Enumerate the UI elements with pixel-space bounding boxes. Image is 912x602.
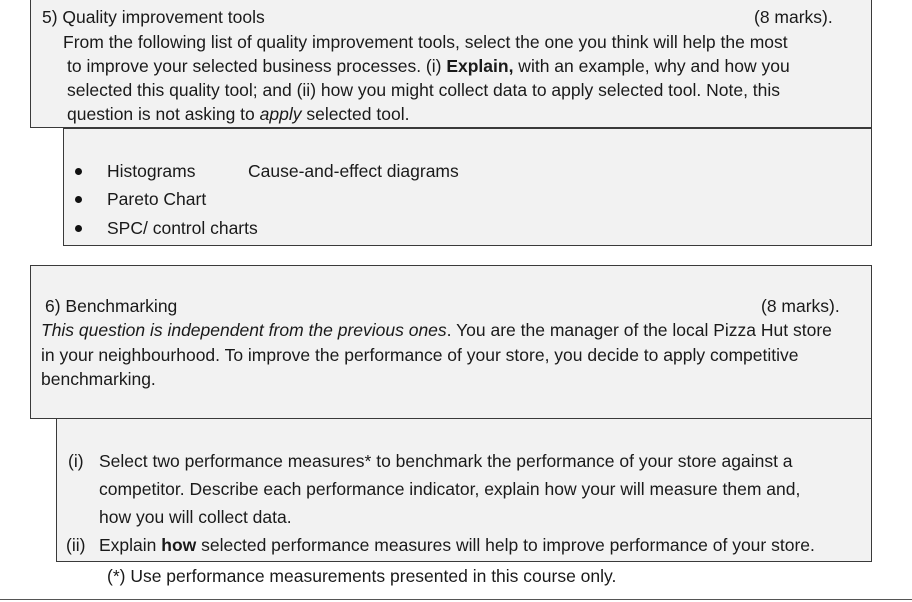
bullet-icon xyxy=(75,168,82,175)
part-ii-line xyxy=(99,533,815,557)
q6-line-2: in your neighbourhood. To improve the performance of your store, you decide to apply competitive xyxy=(41,345,799,365)
q5-line-4-a: question is not asking to xyxy=(67,104,260,124)
q6-line-1-italic: This question is independent from the previous ones xyxy=(41,320,447,340)
tool-spc: SPC/ control charts xyxy=(107,218,258,238)
part-ii-a: Explain xyxy=(99,535,162,555)
q6-line-3: benchmarking. xyxy=(41,369,156,389)
bullet-icon xyxy=(75,196,82,203)
q6-box xyxy=(30,265,872,419)
q6-line-1-b: . You are the manager of the local Pizza Hut store xyxy=(446,320,832,340)
part-i-line-1: Select two performance measures* to benchmark the performance of your store against a xyxy=(99,451,793,471)
footnote: (*) Use performance measurements presented in this course only. xyxy=(107,566,617,586)
part-i-number: (i) xyxy=(68,451,84,471)
q5-line-4-italic: apply xyxy=(259,104,302,124)
q5-line-1: From the following list of quality improvement tools, select the one you think will help the most xyxy=(63,32,788,52)
q5-line-3: selected this quality tool; and (ii) how you might collect data to apply selected tool. Note, this xyxy=(67,80,781,100)
part-ii-bold: how xyxy=(161,535,197,555)
q6-line-1 xyxy=(41,318,832,342)
q6-marks: (8 marks). xyxy=(761,296,840,316)
q5-line-4 xyxy=(67,102,409,126)
q5-line-2-c: with an example, why and how you xyxy=(513,56,790,76)
part-i-line-3: how you will collect data. xyxy=(99,507,292,527)
q5-line-2-bold: Explain, xyxy=(446,56,514,76)
part-ii-c: selected performance measures will help to improve performance of your store. xyxy=(196,535,815,555)
part-i-line-2: competitor. Describe each performance indicator, explain how your will measure them and, xyxy=(99,479,801,499)
q5-marks: (8 marks). xyxy=(754,7,833,27)
tool-histograms: Histograms xyxy=(107,161,196,181)
tool-cause-effect: Cause-and-effect diagrams xyxy=(248,161,459,181)
part-ii-number: (ii) xyxy=(66,535,86,555)
q5-line-2-a: to improve your selected business processes. (i) xyxy=(67,56,447,76)
page-bottom-divider xyxy=(0,599,912,600)
bullet-icon xyxy=(75,225,82,232)
q5-line-4-c: selected tool. xyxy=(301,104,410,124)
q5-line-2 xyxy=(67,54,790,78)
tool-pareto: Pareto Chart xyxy=(107,189,207,209)
q6-title: 6) Benchmarking xyxy=(45,296,178,316)
q5-title: 5) Quality improvement tools xyxy=(42,7,265,27)
